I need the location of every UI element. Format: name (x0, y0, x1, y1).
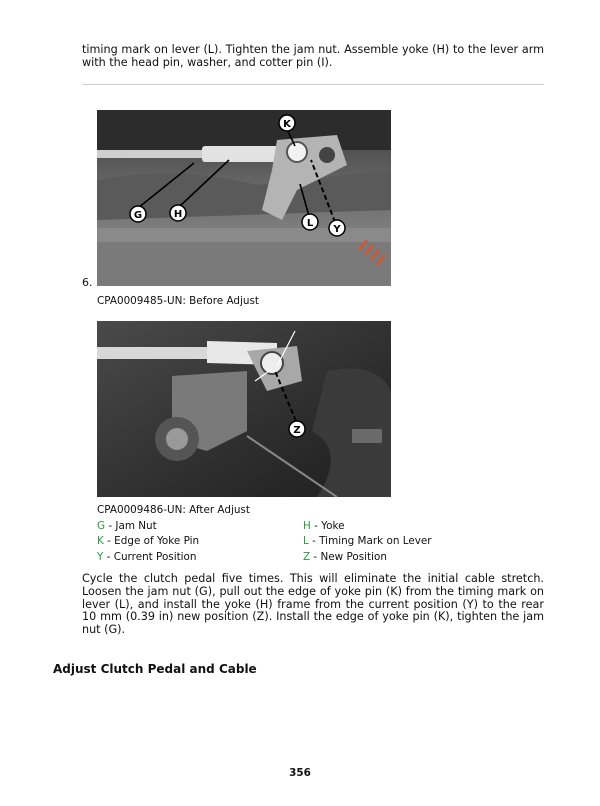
legend-item: K - Edge of Yoke Pin (97, 535, 200, 548)
page-number: 356 (289, 767, 311, 779)
photo-before-adjust (97, 110, 391, 286)
continued-paragraph: timing mark on lever (L). Tighten the jam nut. Assemble yoke (H) to the lever arm with the head pin, washer, and cotter pin (I). (82, 43, 544, 69)
photo-after-adjust (97, 321, 391, 497)
legend-item: L - Timing Mark on Lever (303, 535, 432, 548)
callout-l (302, 214, 318, 230)
svg-text:Y: Y (333, 224, 341, 235)
svg-text:K: K (283, 119, 291, 130)
callout-g (130, 206, 146, 222)
legend-item: Z - New Position (303, 550, 387, 563)
callout-k (279, 115, 295, 131)
svg-text:H: H (173, 209, 183, 220)
callout-y (329, 220, 345, 236)
figure-caption-before: CPA0009485-UN: Before Adjust (97, 295, 259, 307)
svg-text:Z: Z (293, 425, 301, 436)
section-divider (82, 84, 544, 85)
legend-item: G - Jam Nut (97, 520, 157, 532)
figure-caption-after: CPA0009486-UN: After Adjust (97, 504, 250, 516)
legend-item: H - Yoke (303, 520, 345, 532)
svg-text:L: L (306, 218, 314, 229)
svg-text:G: G (133, 210, 143, 221)
callout-h (170, 205, 186, 221)
legend-item: Y - Current Position (97, 550, 197, 563)
step-number: 6. (82, 276, 93, 289)
instruction-paragraph: Cycle the clutch pedal five times. This will eliminate the initial cable stretch. Loosen the jam nut (G), pull out the edge of yoke pin (K) from the timing mark on lever (L), and install the yoke (H) frame from the current position (Y) to the rear 10 mm (0.39 in) new position (Z). Install the edge of yoke pin (K), tighten the jam nut (G). (82, 572, 544, 637)
callout-z (289, 421, 305, 437)
section-heading: Adjust Clutch Pedal and Cable (53, 662, 257, 676)
